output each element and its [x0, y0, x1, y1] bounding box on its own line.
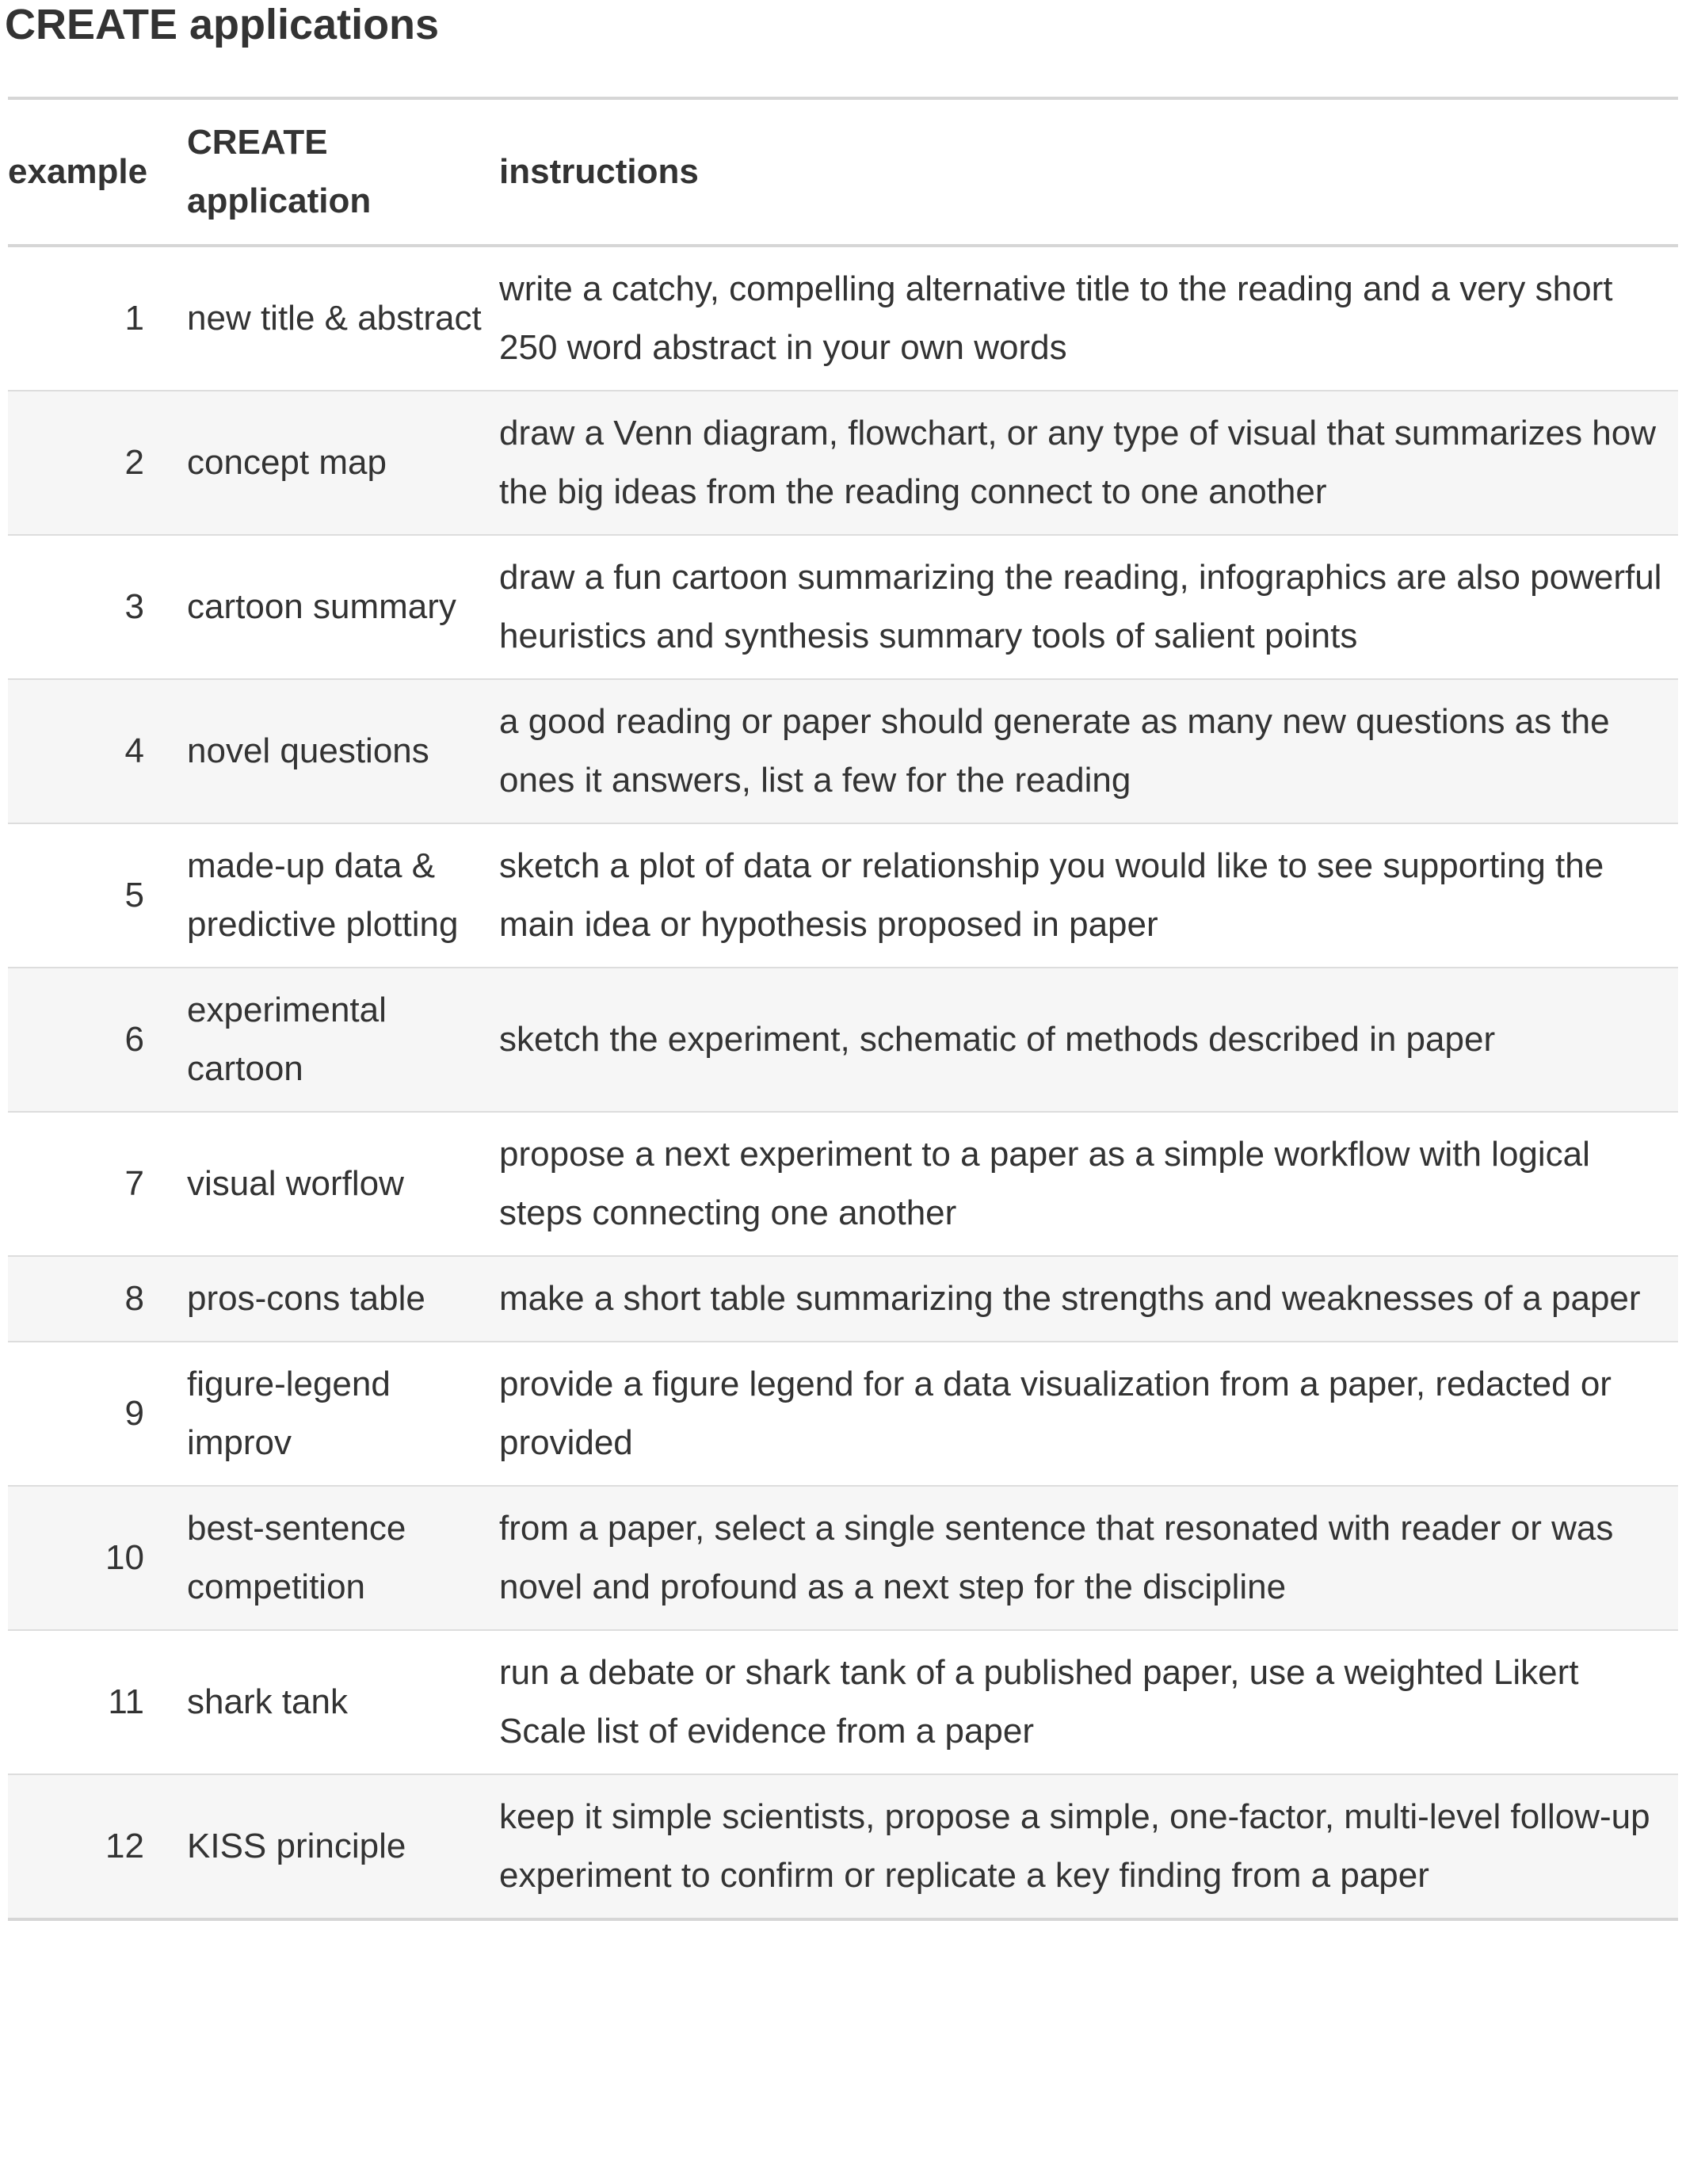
cell-instructions: make a short table summarizing the strengths and weaknesses of a paper	[499, 1256, 1678, 1342]
table-row	[8, 1112, 1678, 1256]
column-header-application: CREATE application	[187, 98, 499, 246]
cell-instructions: sketch the experiment, schematic of methods described in paper	[499, 968, 1678, 1112]
cell-application: experimental cartoon	[187, 968, 499, 1112]
table-body	[8, 246, 1678, 1919]
cell-instructions: provide a figure legend for a data visualization from a paper, redacted or provided	[499, 1342, 1678, 1486]
cell-application: new title & abstract	[187, 299, 482, 338]
cell-example: 6	[8, 968, 187, 1112]
cell-application: KISS principle	[187, 1774, 499, 1919]
column-header-example: example	[8, 98, 187, 246]
cell-application: concept map	[187, 391, 499, 535]
cell-example: 4	[8, 679, 187, 823]
cell-instructions: keep it simple scientists, propose a simple, one-factor, multi-level follow-up experiment to confirm or replicate a key finding from a paper	[499, 1774, 1678, 1919]
cell-example: 5	[8, 823, 187, 968]
table-row	[8, 246, 1678, 391]
cell-instructions: from a paper, select a single sentence that resonated with reader or was novel and profound as a next step for the discipline	[499, 1486, 1678, 1630]
cell-instructions: sketch a plot of data or relationship you would like to see supporting the main idea or hypothesis proposed in paper	[499, 823, 1678, 968]
cell-example: 9	[8, 1342, 187, 1486]
cell-application: best-sentence competition	[187, 1486, 499, 1630]
table-row	[8, 391, 1678, 535]
cell-application: novel questions	[187, 679, 499, 823]
applications-table-container	[8, 97, 1678, 1921]
cell-application: visual worflow	[187, 1112, 499, 1256]
cell-example: 3	[8, 535, 187, 679]
cell-example: 11	[8, 1630, 187, 1774]
table-row	[8, 679, 1678, 823]
cell-example: 12	[8, 1774, 187, 1919]
cell-instructions: run a debate or shark tank of a published paper, use a weighted Likert Scale list of evidence from a paper	[499, 1630, 1678, 1774]
table-row	[8, 1630, 1678, 1774]
table-row	[8, 1342, 1678, 1486]
cell-example: 8	[8, 1256, 187, 1342]
cell-application: made-up data & predictive plotting	[187, 823, 499, 968]
table-row	[8, 1256, 1678, 1342]
cell-instructions: propose a next experiment to a paper as a simple workflow with logical steps connecting one another	[499, 1112, 1678, 1256]
applications-table	[8, 97, 1678, 1921]
cell-example: 10	[8, 1486, 187, 1630]
cell-application: cartoon summary	[187, 535, 499, 679]
cell-example: 2	[8, 391, 187, 535]
cell-instructions: draw a fun cartoon summarizing the reading, infographics are also powerful heuristics and synthesis summary tools of salient points	[499, 535, 1678, 679]
cell-example: 1	[124, 299, 144, 338]
cell-application: figure-legend improv	[187, 1342, 499, 1486]
cell-application: pros-cons table	[187, 1256, 499, 1342]
table-row	[8, 968, 1678, 1112]
cell-application: shark tank	[187, 1630, 499, 1774]
page-title: CREATE applications	[5, 1, 440, 48]
header-row	[8, 98, 1678, 246]
table-row	[8, 1486, 1678, 1630]
cell-instructions: draw a Venn diagram, flowchart, or any type of visual that summarizes how the big ideas from the reading connect to one another	[499, 391, 1678, 535]
cell-example: 7	[8, 1112, 187, 1256]
column-header-instructions: instructions	[499, 98, 1678, 246]
cell-instructions: a good reading or paper should generate as many new questions as the ones it answers, list a few for the reading	[499, 679, 1678, 823]
table-row	[8, 823, 1678, 968]
table-header	[8, 98, 1678, 246]
table-row	[8, 535, 1678, 679]
cell-instructions: write a catchy, compelling alternative title to the reading and a very short 250 word abstract in your own words	[499, 269, 1613, 367]
table-row	[8, 1774, 1678, 1919]
